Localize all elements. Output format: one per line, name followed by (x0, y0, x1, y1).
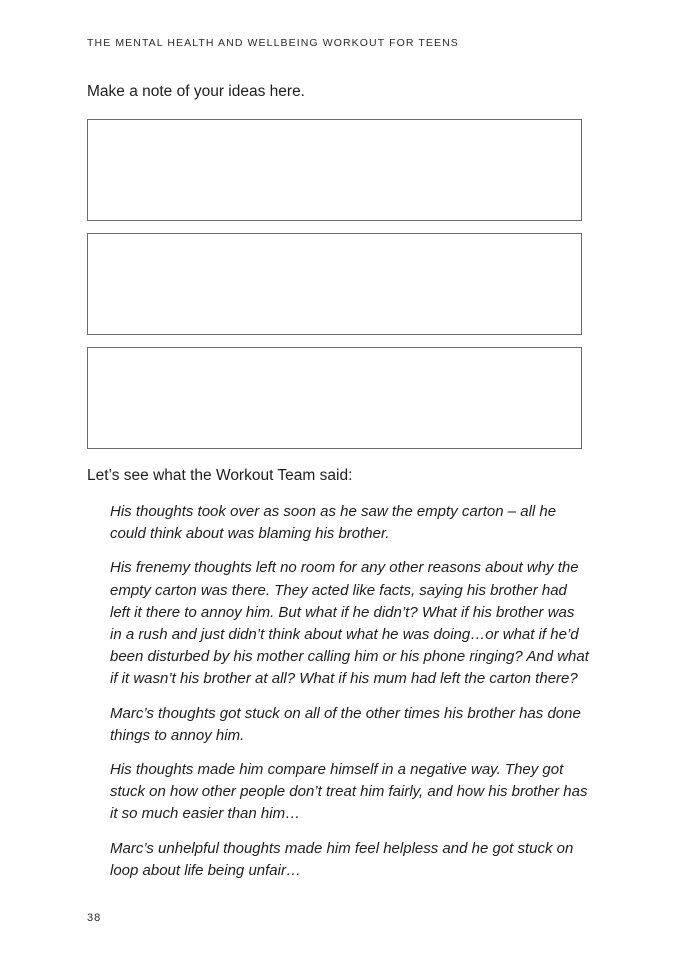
running-header: THE MENTAL HEALTH AND WELLBEING WORKOUT FOR TEENS (87, 37, 459, 49)
note-box-1[interactable] (87, 119, 582, 221)
response-paragraph: His frenemy thoughts left no room for any other reasons about why the empty carton was there. They acted like facts, saying his brother had left it there to annoy him. But what if he didn’t? What if his brother was in a rush and just didn’t think about what he was doing…or what if he’d been disturbed by his mother calling him or his phone ringing? And what if it wasn’t his brother at all? What if his mum had left the carton there? (110, 559, 589, 688)
page-number: 38 (87, 912, 102, 924)
note-box-2[interactable] (87, 233, 582, 335)
response-paragraph: Marc’s unhelpful thoughts made him feel helpless and he got stuck on loop about life being unfair… (110, 839, 574, 879)
response-paragraph: Marc’s thoughts got stuck on all of the other times his brother has done things to annoy him. (110, 704, 581, 744)
workout-team-responses (110, 501, 590, 894)
workout-team-intro: Let’s see what the Workout Team said: (87, 467, 353, 484)
response-paragraph: His thoughts made him compare himself in a negative way. They got stuck on how other people don’t treat him fairly, and how his brother has it so much easier than him… (110, 761, 588, 823)
notes-prompt: Make a note of your ideas here. (87, 83, 305, 100)
response-paragraph: His thoughts took over as soon as he saw the empty carton – all he could think about was blaming his brother. (110, 503, 557, 543)
note-box-3[interactable] (87, 347, 582, 449)
